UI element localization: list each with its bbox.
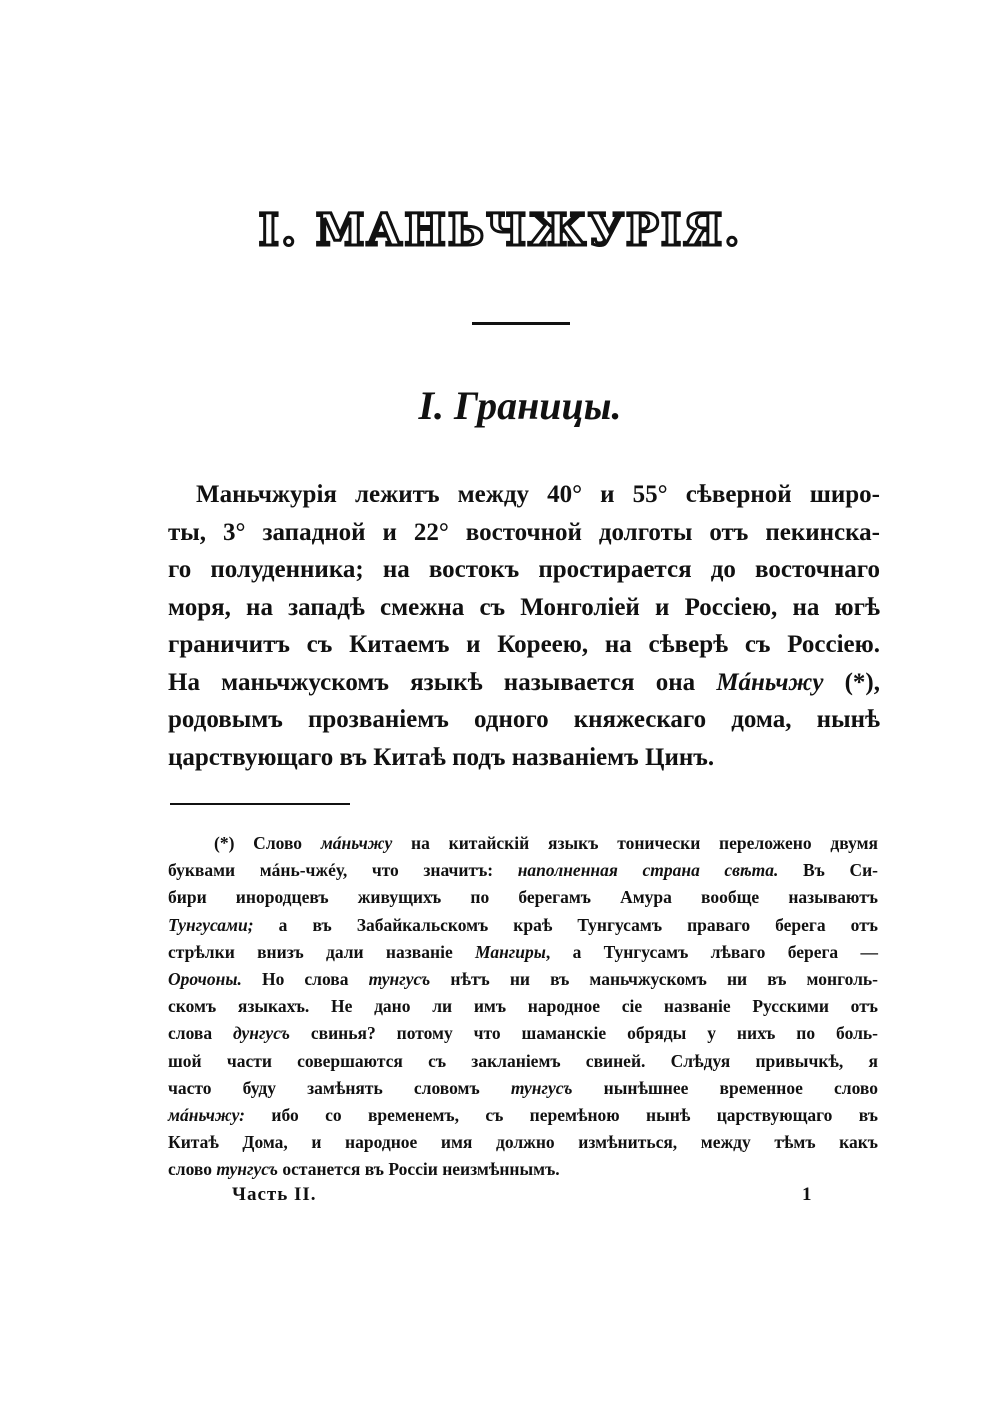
footnote-line: бири инородцевъ живущихъ по берегамъ Амура вообще называютъ	[168, 887, 878, 908]
footnote-text-run: часто буду замѣнять словомъ	[168, 1077, 511, 1098]
body-line: го полуденника; на востокъ простирается до восточнаго	[168, 556, 880, 583]
footnote-text-run: стрѣлки внизъ дали названіе	[168, 941, 476, 962]
footnote-line	[168, 1020, 878, 1047]
footnote-line	[168, 966, 878, 993]
footnote-divider	[170, 803, 350, 805]
footnote-text-run: слово	[168, 1159, 217, 1180]
footnote-line	[168, 1075, 878, 1102]
footnote	[168, 830, 878, 1184]
footnote-line	[168, 939, 878, 966]
footnote-line	[168, 912, 878, 939]
footnote-text-run: нынѣшнее временное слово	[572, 1077, 878, 1098]
footnote-italic-word: Тунгусами;	[168, 914, 254, 935]
footnote-text-run: Но слова	[241, 969, 369, 990]
footnote-marker: (*),	[823, 668, 880, 696]
section-title: I. Границы.	[418, 383, 622, 428]
footnote-text-run: останется въ Россіи неизмѣннымъ.	[278, 1159, 560, 1180]
footnote-italic-word: тунгусъ	[216, 1159, 279, 1180]
footnote-italic-word: наполненная страна свѣта.	[517, 860, 779, 881]
body-line	[168, 664, 880, 702]
footnote-text-run: буквами мáнь-чжéу, что значитъ:	[168, 860, 518, 881]
body-line: царствующаго въ Китаѣ подъ названіемъ Цинъ.	[168, 743, 715, 771]
footnote-italic-word: Орочоны.	[168, 969, 242, 990]
chapter-title: I. МАНЬЧЖУРІЯ.	[258, 205, 742, 256]
footnote-italic-word: мáньчжу	[320, 833, 393, 853]
footnote-text-run: свинья? потому что шаманскіе обряды у нихъ по боль-	[289, 1023, 878, 1044]
footnote-text-run: на китайскій языкъ тонически переложено двумя	[392, 833, 878, 853]
footnote-line: скомъ языкахъ. Не дано ли имъ народное сіе названіе Русскими отъ	[168, 996, 878, 1017]
footnote-line	[168, 830, 878, 857]
footnote-line	[168, 857, 878, 884]
title-divider	[472, 322, 570, 325]
footnote-line	[168, 1156, 878, 1183]
body-line: моря, на западѣ смежна съ Монголіей и Россіею, на югѣ	[168, 593, 880, 621]
body-italic-word: Мáньчжу	[716, 668, 824, 696]
footnote-text-run: а въ Забайкальскомъ краѣ Тунгусамъ праваго берега отъ	[253, 914, 878, 935]
printer-signature: Часть II.	[232, 1184, 317, 1205]
body-line: ты, 3° западной и 22° восточной долготы отъ пекинска-	[168, 518, 880, 546]
footnote-text-run: ибо со временемъ, съ перемѣною нынѣ царствующаго въ	[245, 1105, 878, 1126]
footnote-line: шой части совершаются съ закланіемъ свиней. Слѣдуя привычкѣ, я	[168, 1050, 878, 1071]
body-paragraph	[168, 476, 880, 776]
footnote-text-run: нѣтъ ни въ маньчжускомъ ни въ монголь-	[430, 969, 878, 990]
footnote-italic-word: Мангиры	[475, 941, 546, 962]
body-line: граничитъ съ Китаемъ и Кореею, на сѣверѣ съ Россіею.	[168, 631, 880, 658]
footnote-line	[168, 1102, 878, 1129]
footnote-italic-word: тунгусъ	[368, 969, 431, 990]
body-line: Маньчжурія лежитъ между 40° и 55° сѣверной широ-	[196, 481, 880, 508]
footnote-italic-word: мáньчжу:	[168, 1105, 245, 1126]
page-number: 1	[802, 1184, 812, 1205]
body-text-run: На маньчжускомъ языкѣ называется она	[168, 668, 717, 696]
footnote-text-run: , а Тунгусамъ лѣваго берега —	[545, 941, 878, 962]
body-line: родовымъ прозваніемъ одного княжескаго дома, нынѣ	[168, 706, 880, 733]
footnote-text-run: слова	[168, 1023, 234, 1044]
footnote-text-run: Въ Си-	[778, 860, 878, 881]
footnote-line: Китаѣ Дома, и народное имя должно измѣниться, между тѣмъ какъ	[168, 1132, 878, 1153]
footnote-italic-word: дунгусъ	[233, 1023, 290, 1044]
footnote-italic-word: тунгусъ	[510, 1077, 573, 1098]
footnote-text-run: (*) Слово	[214, 833, 321, 853]
